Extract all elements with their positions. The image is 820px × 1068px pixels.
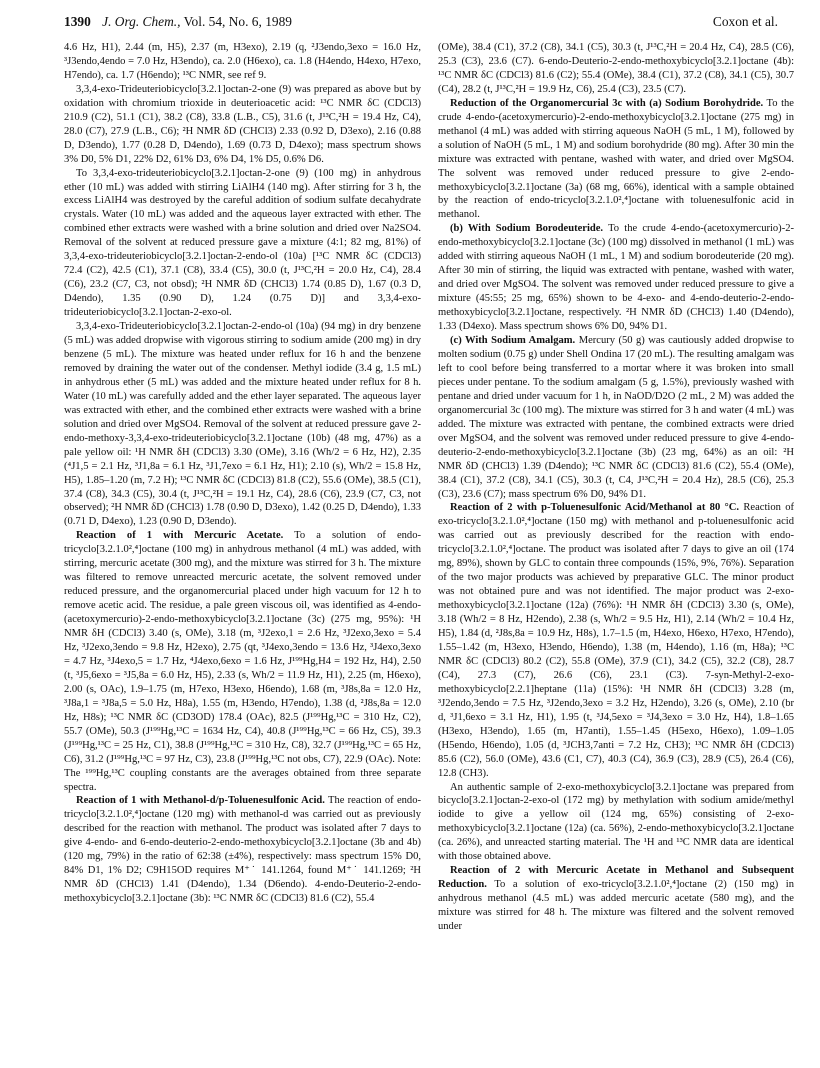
journal-title: J. Org. Chem., bbox=[102, 14, 181, 29]
paragraph: An authentic sample of 2-exo-methoxybicyclo[3.2.1]octane was prepared from bicyclo[3.2.1]octan-2-exo-ol (172 mg) by methylation with sodium amide/methyl iodide to give a yellow oil (124 mg, 65%) consisting of 2-exo-methoxybicyclo[3.2.1]octane (12a) (ca. 56%), 2-endo-methoxybicyclo[3.2.1]octane (ca. 26%), and unreacted starting material. The ¹H and ¹³C NMR data are identical with those obtained above. bbox=[438, 781, 794, 863]
section-paragraph: (b) With Sodium Borodeuteride. To the crude 4-endo-(acetoxymercurio)-2-endo-methoxybicyclo[3.2.1]octane (3c) (100 mg) dissolved in methanol (1 mL) was added with stirring aqueous NaOH (1 mL, 1 M) and sodium borodeuteride (20 mg). After 30 min of stirring, the liquid was extracted with pentane, washed with water, and dried over MgSO4. The solvent was removed under reduced pressure to give a mixture (45:55; 25 mg, 65%) shown to be 4-exo- and 4-endo-deuterio-2-endo-methoxybicyclo[3.2.1]octane, respectively. ²H NMR δD (CHCl3) 1.40 (D4endo), 1.33 (D4exo). Mass spectrum shows 6% D0, 94% D1. bbox=[438, 223, 794, 333]
journal-volume: Vol. 54, No. 6, 1989 bbox=[183, 14, 292, 29]
section-paragraph: Reduction of the Organomercurial 3c with (a) Sodium Borohydride. To the crude 4-endo-(acetoxymercurio)-2-endo-methoxybicyclo[3.2.1]octane (275 mg) in methanol (4 mL) was added with stirring aqueous NaOH (5 mL, 1 M), followed by a solution of NaOH (5 mL, 1 M) and sodium borohydride (80 mg). After 30 min the mixture was extracted with pentane, washed with water, and dried over MgSO4. The solvent was removed under reduced pressure to give 2-endo-methoxybicyclo[3.2.1]octane (3a) (68 mg, 66%), identical with a sample obtained by the reaction of endo-tricyclo[3.2.1.0²,⁴]octane with toluenesulfonic acid in methanol. bbox=[438, 97, 794, 221]
paragraph: 3,3,4-exo-Trideuteriobicyclo[3.2.1]octan-2-endo-ol (10a) (94 mg) in dry benzene (5 mL) was added dropwise with vigorous stirring to sodium amide (200 mg) in dry benzene (5 mL). The mixture was heated under reflux for 16 h and the benzene removed by draining the water out of the condenser. Methyl iodide (3.4 g, 1.5 mL) in anhydrous ether (5 mL) was added and the mixture heated under reflux for 8 h. Water (10 mL) was carefully added and the ether layer separated. The aqueous layer was extracted with ether, and the combined ether extracts were washed with a brine solution and dried over MgSO4. Removal of the solvent at reduced pressure gave 2-endo-methoxy-3,3,4-exo-trideuteriobicyclo[3.2.1]octane (10b) (48 mg, 47%) as a pale yellow oil: ¹H NMR δH (CDCl3) 3.30 (OMe), 3.16 (Wh/2 = 6 Hz, H2), 2.35 (⁴J1,5 = 2.1 Hz, ³J1,8a = 6.1 Hz, ³J1,7exo = 6.1 Hz, H1); 2.10 (s), Wh/2 = 15.8 Hz, H5), 1.85–1.20 (m, 7.2 H); ¹³C NMR δC (CDCl3) 81.8 (C2), 55.6 (OMe), 38.5 (C1), 37.4 (C8), 34.3 (C5), 30.4 (t, J¹³C,²H = 19.1 Hz, C4), 28.6 (C6), 23.9 (C7, C3, not observed); ²H NMR δD (CHCl3) 1.78 (0.90 D, D3exo), 1.42 (0.25 D, D4endo), 1.33 (0.71 D, D4exo), 1.23 (0.90 D, D3endo). bbox=[64, 321, 421, 528]
page-number: 1390 bbox=[64, 14, 91, 29]
paragraph: 3,3,4-exo-Trideuteriobicyclo[3.2.1]octan-2-one (9) was prepared as above but by oxidation with chromium trioxide in deuterioacetic acid: ¹³C NMR δC (CDCl3) 210.9 (C2), 51.1 (C1), 38.2 (C8), 33.8 (L.B., C5), 31.6 (t, J¹³C,²H = 19.4 Hz, C4), 28.0 (C7), 27.9 (L.B., C6); ²H NMR δD (CHCl3) 2.33 (0.92 D, D3exo), 2.16 (0.88 D, D3endo), 1.77 (0.28 D, D4endo), 1.69 (0.73 D, D4exo); mass spectrum shows 3% D0, 5% D1, 22% D2, 61% D3, 6% D4, 1% D5, 0.6% D6. bbox=[64, 83, 421, 165]
section-paragraph: Reaction of 1 with Mercuric Acetate. To a solution of endo-tricyclo[3.2.1.0²,⁴]octane (100 mg) in anhydrous methanol (4 mL) was added, with stirring, mercuric acetate (300 mg), and the mixture was stirred for 3 h. The mixture was filtered to remove unreacted mercuric acetate, the solvent removed under reduced pressure, and the organomercurial placed under high vacuum for 12 h to remove acetic acid. The residue, a pale green viscous oil, was identified as 4-endo-(acetoxymercurio)-2-endo-methoxybicyclo[3.2.1]octane (3c) (275 mg, 95%): ¹H NMR δH (CDCl3) 3.40 (s, OMe), 3.18 (m, ³J2exo,1 = 2.6 Hz, ³J2exo,3exo = 5.4 Hz, ³J2exo,3endo = 9.8 Hz, H2exo), 2.75 (qt, ³J4exo,3endo = 13.6 Hz, ³J4exo,3exo = 4.7 Hz, ³J4exo,5 = 1.7 Hz, ⁴J4exo,6exo = 1.6 Hz, J¹⁹⁹Hg,H4 = 192 Hz, H4), 2.50 (t, ³J5,6exo = ³J5,8a = 6.0 Hz, H5), 2.33 (s, Wh/2 = 11.9 Hz, H1), 2.25 (m, H6exo), 2.00 (s, OAc), 1.9–1.75 (m, H7exo, H3exo, H6endo), 1.68 (m, ³J8s,8a = 12.0 Hz, ³J8a,1 = ³J8a,5 = 5.0 Hz, H8a), 1.55 (m, H3endo, H7endo), 1.38 (d, ²J8s,8a = 12.0 Hz, H8s); ¹³C NMR δC (CD3OD) 178.4 (OAc), 82.5 (J¹⁹⁹Hg,¹³C = 310 Hz, C2), 55.7 (OMe), 50.3 (J¹⁹⁹Hg,¹³C = 1634 Hz, C4), 40.8 (J¹⁹⁹Hg,¹³C = 66 Hz, C5), 39.3 (J¹⁹⁹Hg,¹³C = 25 Hz, C1), 38.8 (J¹⁹⁹Hg,¹³C = 310 Hz, C8), 32.7 (J¹⁹⁹Hg,¹³C = 65 Hz, C6), 31.2 (J¹⁹⁹Hg,¹³C = 97 Hz, C3), 23.8 (J¹⁹⁹Hg,¹³C not obs, C7), 22.9 (OAc). Note: The ¹⁹⁹Hg,¹³C coupling constants are the averages obtained from three separate spectra. bbox=[64, 530, 421, 793]
section-heading: Reaction of 2 with p-Toluenesulfonic Acid/Methanol at 80 °C. bbox=[450, 502, 740, 514]
paragraph: To 3,3,4-exo-trideuteriobicyclo[3.2.1]octan-2-one (9) (100 mg) in anhydrous ether (10 mL) was added with stirring LiAlH4 (140 mg). After stirring for 3 h, the excess LiAlH4 was destroyed by the careful addition of sodium sulfate decahydrate crystals. Water (10 mL) was added and the aqueous layer extracted with ether. The combined ether extracts were washed with a brine solution and dried over Na2SO4. Removal of the solvent at reduced pressure gave a mixture (4:1; 82 mg, 81%) of 3,3,4-exo-trideuteriobicyclo[3.2.1]octan-2-endo-ol (10a) [¹³C NMR δC (CDCl3) 72.4 (C2), 42.5 (C1), 37.1 (C8), 33.4 (C5), 30.0 (t, J¹³C,²H = 20.0 Hz, C4), 28.4 (C6), 23.2 (C7, C3, not obsd); ²H NMR δD (CHCl3) 1.74 (0.85 D), 1.67 (0.3 D, D4endo), 1.35 (0.90 D), 1.24 (0.75 D)] and 3,3,4-exo-trideuteriobicyclo[3.2.1]octan-2-exo-ol. bbox=[64, 167, 421, 319]
section-paragraph: Reaction of 2 with p-Toluenesulfonic Acid/Methanol at 80 °C. Reaction of exo-tricyclo[3.2.1.0²,⁴]octane (150 mg) with methanol and p-toluenesulfonic acid was carried out as previously described for the reaction with endo-tricyclo[3.2.1.0²,⁴]octane. The product was isolated after 7 days to give an oil (174 mg, 89%), shown by GLC to contain three compounds (15%, 9%, 76%). Separation of the two major products was achieved by preparative GLC. The minor product was not obtained pure and was not identified. The major product was 2-exo-methoxybicyclo[3.2.1]octane (12a) (76%): ¹H NMR δH (CDCl3) 3.30 (s, OMe), 3.18 (Wh/2 = 8 Hz, H2endo), 2.38 (s, Wh/2 = 9.5 Hz, H1), 2.14 (Wh/2 = 10.4 Hz, H5), 1.84 (d, ²J8s,8a = 10.9 Hz, H8s), 1.7–1.5 (m, H4exo, H6exo, H7exo, H7endo), 1.55–1.42 (m, H3exo, H3endo, H6endo), 1.38 (m, H4endo), 1.16 (m, H8a); ¹³C NMR δC (CDCl3) 80.2 (C2), 55.8 (OMe), 37.9 (C1), 34.2 (C5), 32.2 (C8), 28.7 (C4), 27.3 (C7), 26.6 (C6), 23.1 (C3). 7-syn-Methyl-2-exo-methoxybicyclo[2.2.1]heptane (11a) (15%): ¹H NMR δH (CDCl3) 3.28 (m, ³J2endo,3endo = 7.5 Hz, ³J2endo,3exo = 3.2 Hz, H2endo), 3.26 (s, OMe), 2.10 (br d, ³J1,6exo = 3.1 Hz, H1), 1.95 (t, ³J4,5exo = ³J4,3exo = 3.0 Hz, H4), 1.8–1.65 (H3exo, H3endo), 1.65 (m, H7anti), 1.55–1.45 (H5exo, H6exo), 1.09–1.05 (H5endo, H6endo), 1.05 (d, ³JCH3,7anti = 7.2 Hz, CH3); ¹³C NMR δH (CDCl3) 85.6 (C2), 56.0 (OMe), 43.6 (C1, C7), 40.3 (C4), 36.9 (C3), 28.9 (C5), 26.4 (C6), 12.8 (CH3). bbox=[438, 502, 794, 779]
section-paragraph: Reaction of 1 with Methanol-d/p-Toluenesulfonic Acid. The reaction of endo-tricyclo[3.2.1.0²,⁴]octane (120 mg) with methanol-d was carried out as previously described for the reaction with methanol. The product was isolated after 7 days to give 4-endo- and 6-endo-deuterio-2-endo-methoxybicyclo[3.2.1]octane (3b and 4b) (120 mg, 79%) in the ratio of 62:38 (±4%), respectively: mass spectrum 15% D0, 84% D1, 1% D2; C9H15OD requires M⁺˙ 141.1264, found M⁺˙ 141.1269; ²H NMR δD (CHCl3) 1.41 (D4endo), 1.34 (D6endo). 4-endo-Deuterio-2-endo-methoxybicyclo[3.2.1]octane (3b): ¹³C NMR δC (CDCl3) 81.6 (C2), 55.4 bbox=[64, 795, 421, 905]
section-heading: (c) With Sodium Amalgam. bbox=[450, 335, 576, 347]
left-column bbox=[64, 41, 421, 1061]
running-header bbox=[64, 14, 778, 34]
section-heading: Reaction of 2 with Mercuric Acetate in Methanol and Subsequent Reduction. bbox=[438, 865, 794, 891]
section-heading: Reduction of the Organomercurial 3c with (a) Sodium Borohydride. bbox=[450, 97, 764, 109]
paragraph: (OMe), 38.4 (C1), 37.2 (C8), 34.1 (C5), 30.3 (t, J¹³C,²H = 20.4 Hz, C4), 28.5 (C6), 25.3 (C3), 23.6 (C7). 6-endo-Deuterio-2-endo-methoxybicyclo[3.2.1]octane (4b): ¹³C NMR δC (CDCl3) 81.6 (C2); 55.4 (OMe), 38.4 (C1), 37.2 (C8), 34.1 (C5), 30.7 (C4), 28.2 (t, J¹³C,²H = 19.9 Hz, C6), 25.4 (C3), 23.5 (C7). bbox=[438, 42, 794, 95]
section-heading: Reaction of 1 with Methanol-d/p-Toluenesulfonic Acid. bbox=[76, 795, 325, 807]
section-heading: Reaction of 1 with Mercuric Acetate. bbox=[76, 530, 284, 542]
section-paragraph: (c) With Sodium Amalgam. Mercury (50 g) was cautiously added dropwise to molten sodium (0.75 g) under Shell Ondina 17 (20 mL). The resulting amalgam was left to cool before being transferred to a mortar where it was broken into small pieces under pentane. To the sodium amalgam (5 g, 1.5%), previously washed with pentane and dried under vacuum for 1 h, in NaOD/D2O (2 mL, 2 M) was added the organomercurial 3c (100 mg). The mixture was stirred for 3 h and water (4 mL) was added. The mixture was extracted with pentane, the combined extracts were dried over MgSO4, and the solvent was removed under reduced pressure to give 4-endo-deuterio-2-endo-methoxybicyclo[3.2.1]octane (3b) (23 mg, 64%) as an oil: ²H NMR δD (CHCl3) 1.39 (D4endo); ¹³C NMR δC (CDCl3) 81.6 (C2), 55.4 (OMe), 38.4 (C1), 37.2 (C8), 34.1 (C5), 30.3 (t, C4, J¹³C,²H = 20.4 Hz), 28.5 (C6), 25.3 (C3), 23.6 (C7); mass spectrum 6% D0, 94% D1. bbox=[438, 335, 794, 500]
section-paragraph: Reaction of 2 with Mercuric Acetate in Methanol and Subsequent Reduction. To a solution of exo-tricyclo[3.2.1.0²,⁴]octane (2) (150 mg) in anhydrous methanol (4.5 mL) was added mercuric acetate (580 mg), and the mixture was stirred for 48 h. The mixture was filtered and the solvent removed under bbox=[438, 865, 794, 933]
section-heading: (b) With Sodium Borodeuteride. bbox=[450, 223, 604, 235]
right-column bbox=[438, 41, 794, 1061]
paragraph: 4.6 Hz, H1), 2.44 (m, H5), 2.37 (m, H3exo), 2.19 (q, ²J3endo,3exo = 16.0 Hz, ³J3endo,4endo = 7.0 Hz, H3endo), ca. 2.0 (H6exo), ca. 1.8 (H4endo, H4exo, H7exo, H7endo), ca. 1.7 (H6endo); ¹³C NMR, see ref 9. bbox=[64, 42, 421, 81]
running-authors: Coxon et al. bbox=[712, 14, 778, 29]
